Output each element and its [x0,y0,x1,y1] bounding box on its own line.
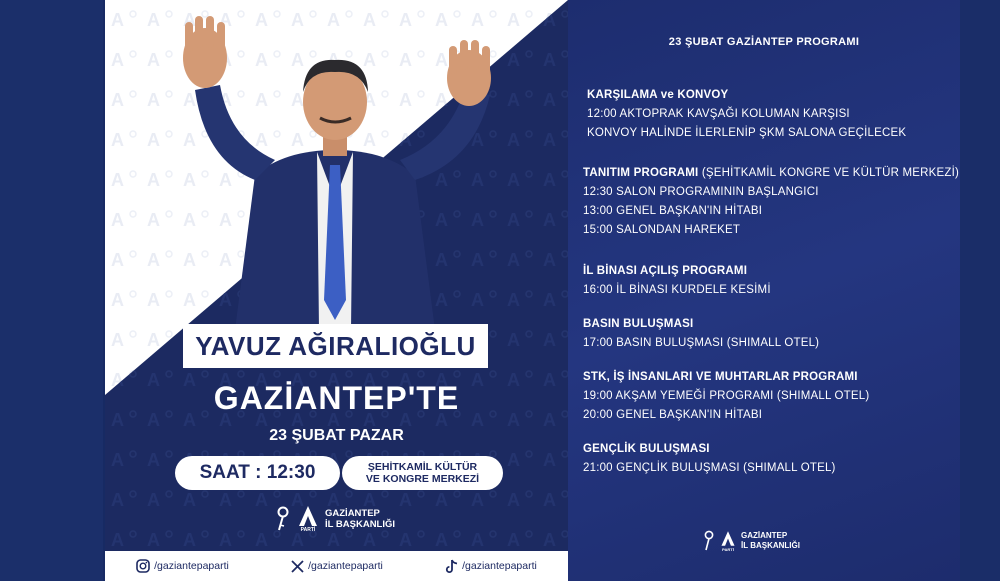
right-background-frame [960,0,1000,581]
logo-line-2: İL BAŞKANLIĞI [325,519,396,530]
section-heading-text: TANITIM PROGRAMI [583,167,699,179]
program-section-building [583,262,771,300]
venue-line-2: VE KONGRE MERKEZİ [365,473,480,485]
section-heading [583,164,959,183]
left-background-frame [0,0,103,581]
section-heading: GENÇLİK BULUŞMASI [583,443,710,455]
venue-line-1: ŞEHİTKAMİL KÜLTÜR [367,461,478,473]
instagram-handle: /gaziantepaparti [154,560,229,572]
program-item: 20:00 GENEL BAŞKAN'IN HİTABI [583,409,763,421]
program-item: 12:30 SALON PROGRAMININ BAŞLANGICI [583,186,819,198]
program-item: 21:00 GENÇLİK BULUŞMASI (SHIMALL OTEL) [583,462,836,474]
logo-line-1: GAZİANTEP [325,508,380,519]
social-instagram[interactable] [136,559,229,573]
event-venue [342,456,503,490]
program-section-welcome [587,86,906,143]
section-heading: BASIN BULUŞMASI [583,318,694,330]
social-tiktok[interactable] [445,559,537,574]
program-party-logo [703,530,800,552]
event-date: 23 ŞUBAT PAZAR [269,427,404,444]
social-x[interactable] [291,560,383,573]
program-item: 12:00 AKTOPRAK KAVŞAĞI KOLUMAN KARŞISI [587,108,850,120]
party-logo [275,505,395,533]
x-icon [291,560,304,573]
program-section-press [583,315,819,353]
program-item: 19:00 AKŞAM YEMEĞİ PROGRAMI (SHIMALL OTEL) [583,390,870,402]
tiktok-handle: /gaziantepaparti [462,560,537,572]
program-item: 17:00 BASIN BULUŞMASI (SHIMALL OTEL) [583,337,820,349]
program-section-intro [583,164,959,240]
program-item: 15:00 SALONDAN HAREKET [583,224,741,236]
party-a-icon [297,505,319,527]
speaker-name: YAVUZ AĞIRALIOĞLU [183,324,488,368]
program-section-youth [583,440,836,478]
tiktok-icon [445,559,458,574]
party-a-icon [720,530,736,547]
logo-line-1: GAZİANTEP [741,531,788,540]
section-heading: STK, İŞ İNSANLARI VE MUHTARLAR PROGRAMI [583,371,858,383]
speaker-photo [105,0,568,330]
program-title: 23 ŞUBAT GAZİANTEP PROGRAMI [668,36,860,48]
instagram-icon [136,559,150,573]
social-bar [105,551,568,581]
program-item: 16:00 İL BİNASI KURDELE KESİMİ [583,284,771,296]
section-heading-note: (ŞEHİTKAMİL KONGRE VE KÜLTÜR MERKEZİ) [701,167,960,179]
key-icon [703,530,715,552]
section-heading: İL BİNASI AÇILIŞ PROGRAMI [583,265,748,277]
party-logo-text [741,531,800,551]
key-icon [275,506,291,532]
event-poster [105,0,568,581]
program-item: KONVOY HALİNDE İLERLENİP ŞKM SALONA GEÇİLECEK [587,127,907,139]
section-heading: KARŞILAMA ve KONVOY [587,89,729,101]
party-logo-small: PARTİ [300,527,316,533]
party-logo-text [325,508,395,530]
program-item: 13:00 GENEL BAŞKAN'IN HİTABI [583,205,763,217]
logo-line-2: İL BAŞKANLIĞI [741,541,800,550]
x-handle: /gaziantepaparti [308,560,383,572]
party-logo-small: PARTİ [722,547,734,552]
program-section-ngo [583,368,869,425]
event-city: GAZİANTEP'TE [213,380,460,416]
event-time: SAAT : 12:30 [175,456,340,490]
